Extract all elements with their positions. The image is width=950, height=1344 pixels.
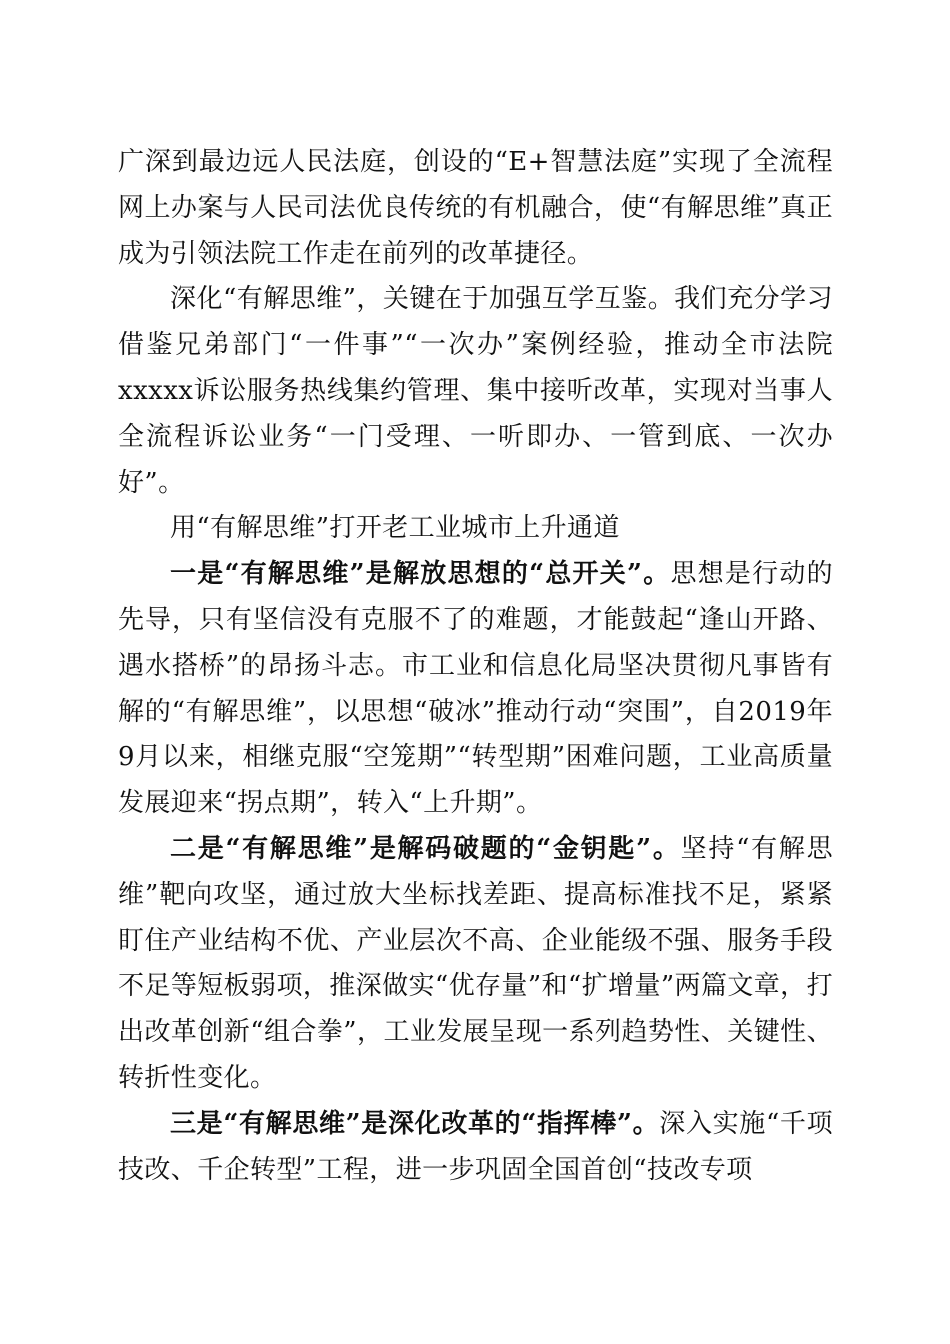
paragraph-point-three <box>118 1102 833 1194</box>
paragraph-point-one <box>118 552 833 827</box>
document-body <box>118 140 833 1193</box>
section-heading: 用“有解思维”打开老工业城市上升通道 <box>170 513 620 544</box>
paragraph-point-two <box>118 827 833 1102</box>
point-one-body: 思想是行动的先导，只有坚信没有克服不了的难题，才能鼓起“逢山开路、遇水搭桥”的昂扬斗志。市工业和信息化局坚决贯彻凡事皆有解的“有解思维”，以思想“破冰”推动行动“突围”，自2019年9月以来，相继克服“空笼期”“转型期”困难问题，工业高质量发展迎来“拐点期”，转入“上升期”。 <box>118 559 833 819</box>
point-one-lead: 一是“有解思维”是解放思想的“总开关”。 <box>170 559 671 590</box>
paragraph-continuation: 广深到最边远人民法庭，创设的“E+智慧法庭”实现了全流程网上办案与人民司法优良传统的有机融合，使“有解思维”真正成为引领法院工作走在前列的改革捷径。 <box>118 147 833 269</box>
point-three-lead: 三是“有解思维”是深化改革的“指挥棒”。 <box>170 1108 660 1139</box>
point-two-body: 坚持“有解思维”靶向攻坚，通过放大坐标找差距、提高标准找不足，紧紧盯住产业结构不优、产业层次不高、企业能级不强、服务手段不足等短板弱项，推深做实“优存量”和“扩增量”两篇文章，打出改革创新“组合拳”，工业发展呈现一系列趋势性、关键性、转折性变化。 <box>118 833 833 1093</box>
point-two-lead: 二是“有解思维”是解码破题的“金钥匙”。 <box>170 833 681 864</box>
point-three-body: 深入实施“千项技改、千企转型”工程，进一步巩固全国首创“技改专项 <box>118 1108 833 1185</box>
paragraph-mutual-learning: 深化“有解思维”，关键在于加强互学互鉴。我们充分学习借鉴兄弟部门“一件事”“一次办”案例经验，推动全市法院xxxxx诉讼服务热线集约管理、集中接听改革，实现对当事人全流程诉讼业务“一门受理、一听即办、一管到底、一次办好”。 <box>118 284 833 498</box>
